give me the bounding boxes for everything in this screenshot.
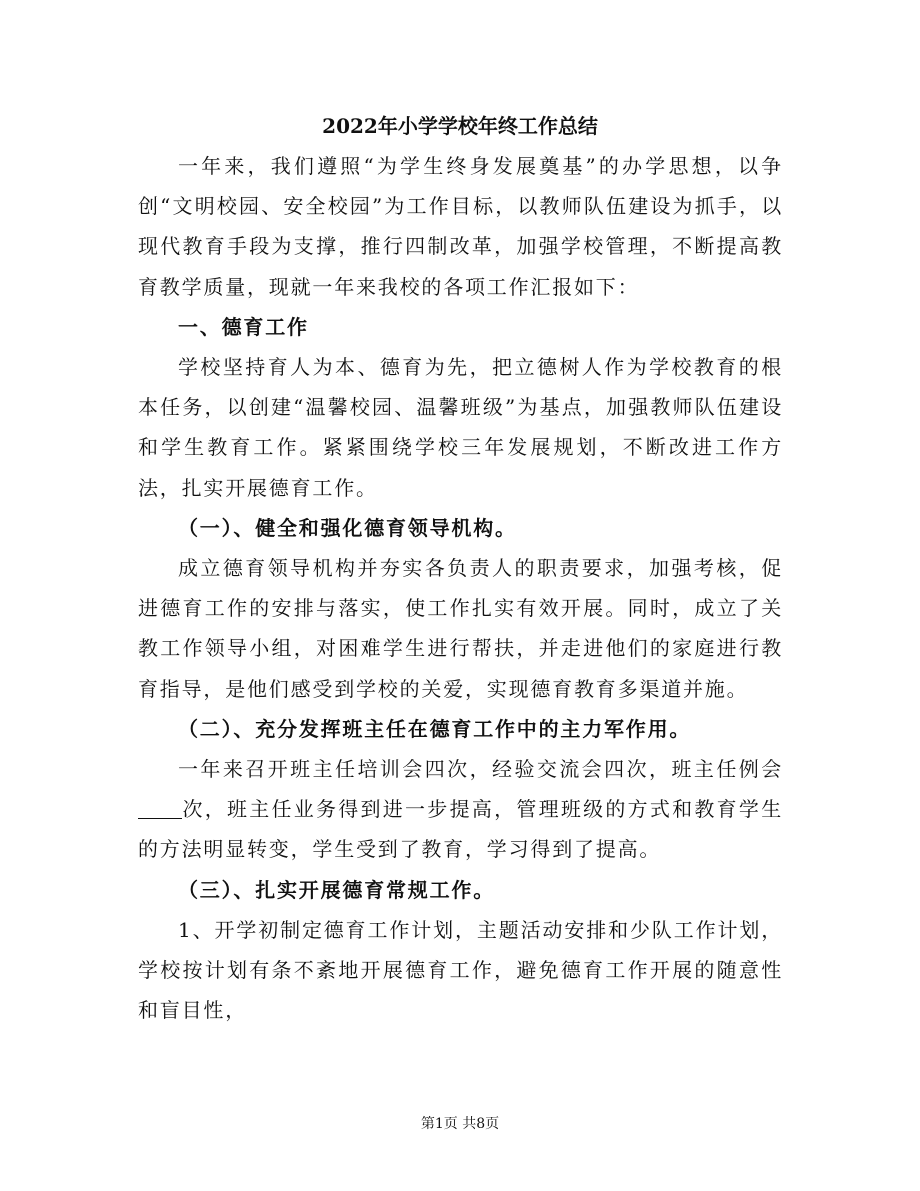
subsection-paragraph-head-teachers <box>138 749 783 870</box>
page-number-footer: 第1页 共8页 <box>420 1116 500 1132</box>
document-title: 2022年小学学校年终工作总结 <box>322 114 598 138</box>
head-teachers-text-part2: 次，班主任业务得到进一步提高，管理班级的方式和教育学生的方法明显转变，学生受到了教育，学习得到了提高。 <box>138 797 783 862</box>
fill-in-blank <box>138 798 182 819</box>
document-body <box>138 146 783 1030</box>
head-teachers-text-part1: 一年来召开班主任培训会四次，经验交流会四次，班主任例会 <box>178 757 783 782</box>
subsection-heading-routine-work: （三）、扎实开展德育常规工作。 <box>178 877 495 902</box>
subsection-heading-head-teachers: （二）、充分发挥班主任在德育工作中的主力军作用。 <box>178 716 692 741</box>
section-heading-moral-education: 一、德育工作 <box>178 314 309 339</box>
subsection-paragraph-routine-work: 1、开学初制定德育工作计划，主题活动安排和少队工作计划，学校按计划有条不紊地开展德育工作，避免德育工作开展的随意性和盲目性， <box>138 917 783 1023</box>
intro-paragraph: 一年来，我们遵照“为学生终身发展奠基”的办学思想，以争创“文明校园、安全校园”为工作目标，以教师队伍建设为抓手，以现代教育手段为支撑，推行四制改革，加强学校管理，不断提高教育教学质量，现就一年来我校的各项工作汇报如下： <box>138 154 783 299</box>
subsection-heading-leadership: （一）、健全和强化德育领导机构。 <box>178 515 517 540</box>
subsection-paragraph-leadership: 成立德育领导机构并夯实各负责人的职责要求，加强考核，促进德育工作的安排与落实，使工作扎实有效开展。同时，成立了关教工作领导小组，对困难学生进行帮扶，并走进他们的家庭进行教育指导，是他们感受到学校的关爱，实现德育教育多渠道并施。 <box>138 556 783 701</box>
section-paragraph-moral-education: 学校坚持育人为本、德育为先，把立德树人作为学校教育的根本任务，以创建“温馨校园、温馨班级”为基点，加强教师队伍建设和学生教育工作。紧紧围绕学校三年发展规划，不断改进工作方法，扎实开展德育工作。 <box>138 355 783 500</box>
